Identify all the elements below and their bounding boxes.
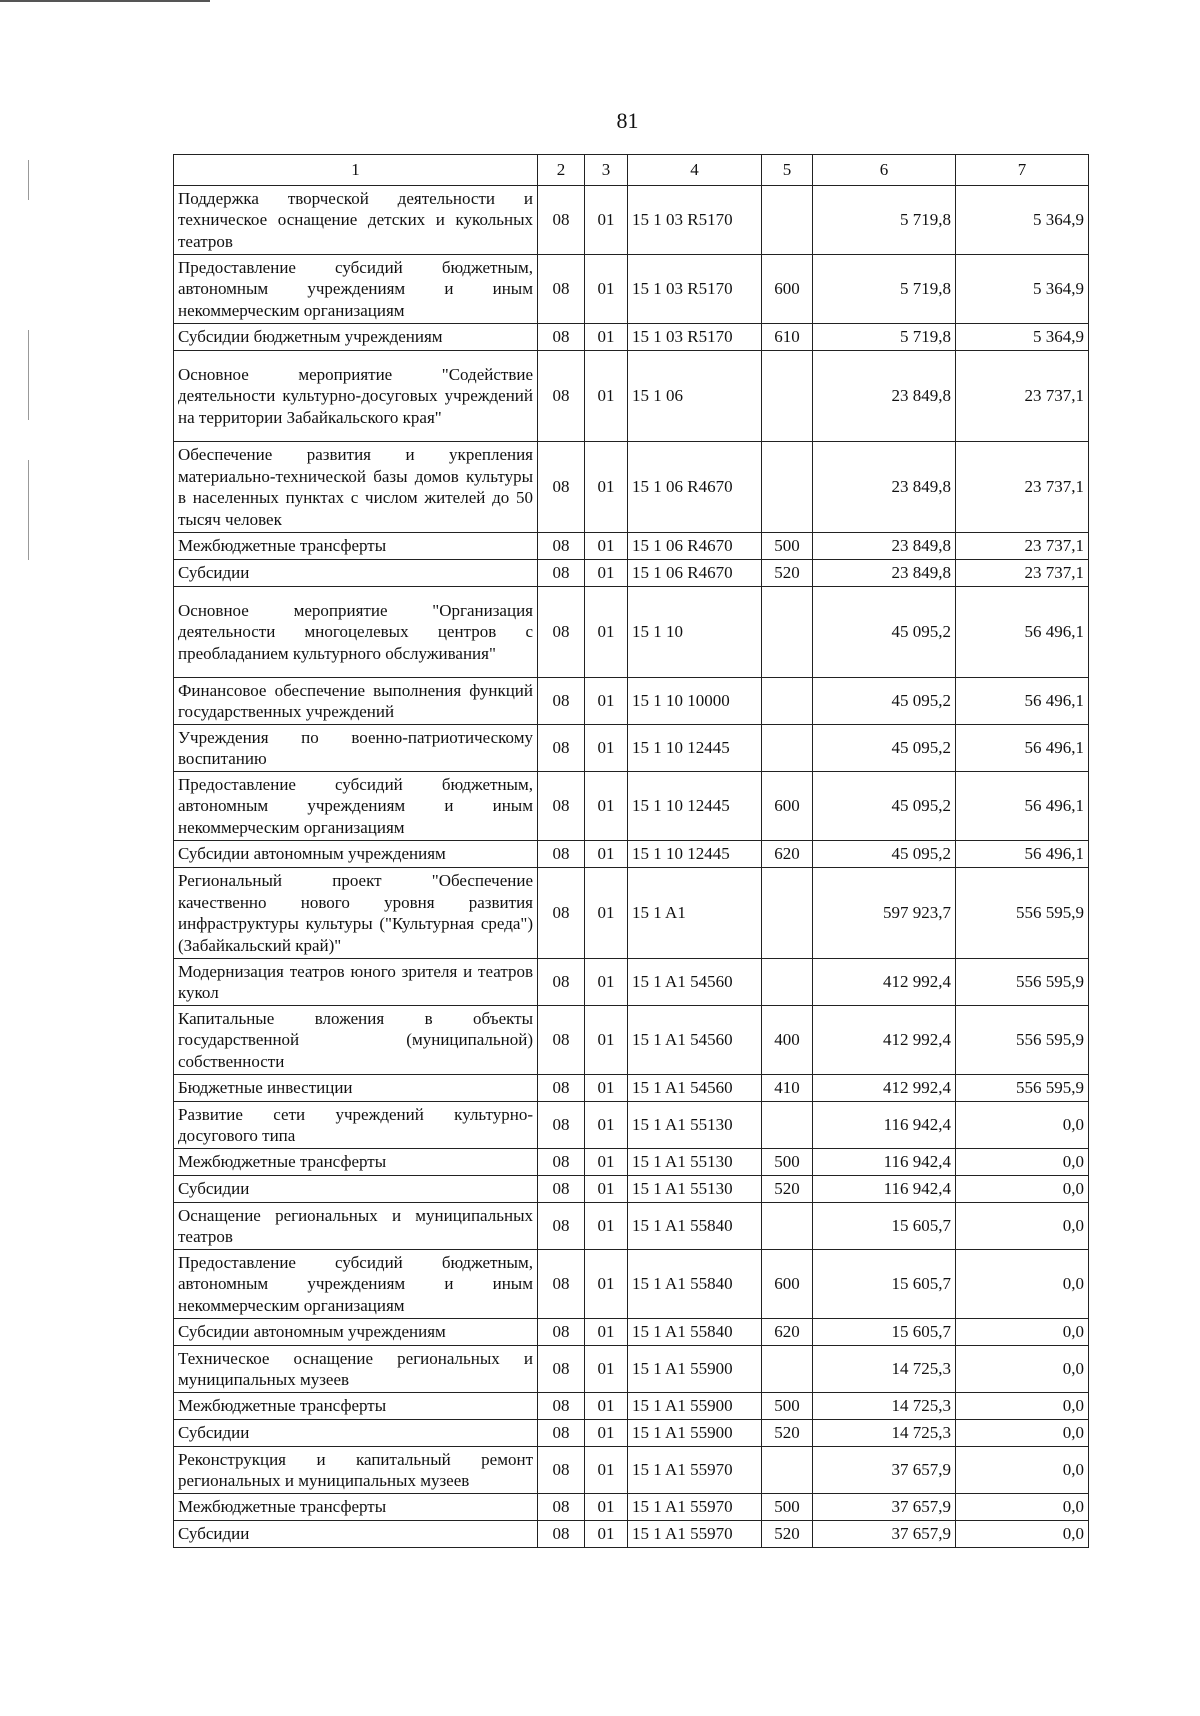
target-article-cell: 15 1 A1 55900 (628, 1393, 762, 1420)
section-cell: 08 (538, 351, 585, 442)
row-name-cell: Региональный проект "Обеспечение качественно нового уровня развития инфраструктуры культуры ("Культурная среда") (Забайкальский край)" (174, 868, 538, 959)
amount-year1-cell: 15 605,7 (813, 1319, 956, 1346)
subsection-cell: 01 (585, 186, 628, 255)
row-name-cell: Межбюджетные трансферты (174, 533, 538, 560)
table-row (174, 533, 1089, 560)
target-article-cell: 15 1 06 (628, 351, 762, 442)
table-row (174, 1346, 1089, 1393)
subsection-cell: 01 (585, 442, 628, 533)
section-cell: 08 (538, 533, 585, 560)
subsection-cell: 01 (585, 772, 628, 841)
amount-year1-cell: 23 849,8 (813, 351, 956, 442)
subsection-cell: 01 (585, 1250, 628, 1319)
target-article-cell: 15 1 03 R5170 (628, 186, 762, 255)
expense-type-cell: 400 (762, 1006, 813, 1075)
subsection-cell: 01 (585, 678, 628, 725)
section-cell: 08 (538, 1250, 585, 1319)
amount-year2-cell: 56 496,1 (956, 587, 1089, 678)
expense-type-cell: 410 (762, 1075, 813, 1102)
expense-type-cell: 500 (762, 1149, 813, 1176)
subsection-cell: 01 (585, 1176, 628, 1203)
target-article-cell: 15 1 A1 55840 (628, 1203, 762, 1250)
column-header: 7 (956, 155, 1089, 186)
amount-year2-cell: 56 496,1 (956, 725, 1089, 772)
table-row (174, 725, 1089, 772)
table-row (174, 255, 1089, 324)
table-row (174, 1075, 1089, 1102)
amount-year1-cell: 15 605,7 (813, 1203, 956, 1250)
amount-year1-cell: 14 725,3 (813, 1420, 956, 1447)
scan-margin-mark (28, 160, 29, 200)
expense-type-cell (762, 1203, 813, 1250)
amount-year2-cell: 56 496,1 (956, 772, 1089, 841)
amount-year2-cell: 56 496,1 (956, 841, 1089, 868)
expense-type-cell (762, 868, 813, 959)
section-cell: 08 (538, 772, 585, 841)
table-row (174, 1447, 1089, 1494)
table-row (174, 1250, 1089, 1319)
subsection-cell: 01 (585, 868, 628, 959)
amount-year2-cell: 0,0 (956, 1319, 1089, 1346)
amount-year1-cell: 5 719,8 (813, 186, 956, 255)
amount-year1-cell: 412 992,4 (813, 1006, 956, 1075)
section-cell: 08 (538, 1393, 585, 1420)
target-article-cell: 15 1 A1 55840 (628, 1250, 762, 1319)
section-cell: 08 (538, 1447, 585, 1494)
row-name-cell: Межбюджетные трансферты (174, 1393, 538, 1420)
target-article-cell: 15 1 A1 54560 (628, 1075, 762, 1102)
row-name-cell: Оснащение региональных и муниципальных театров (174, 1203, 538, 1250)
amount-year1-cell: 45 095,2 (813, 841, 956, 868)
table-row (174, 678, 1089, 725)
table-body (174, 186, 1089, 1548)
amount-year1-cell: 37 657,9 (813, 1494, 956, 1521)
subsection-cell: 01 (585, 725, 628, 772)
section-cell: 08 (538, 587, 585, 678)
column-header: 5 (762, 155, 813, 186)
column-header: 2 (538, 155, 585, 186)
amount-year1-cell: 23 849,8 (813, 560, 956, 587)
expense-type-cell: 600 (762, 772, 813, 841)
expense-type-cell (762, 725, 813, 772)
section-cell: 08 (538, 1102, 585, 1149)
section-cell: 08 (538, 324, 585, 351)
column-header: 4 (628, 155, 762, 186)
amount-year2-cell: 5 364,9 (956, 324, 1089, 351)
amount-year1-cell: 116 942,4 (813, 1102, 956, 1149)
table-row (174, 1319, 1089, 1346)
amount-year2-cell: 0,0 (956, 1203, 1089, 1250)
section-cell: 08 (538, 1494, 585, 1521)
expense-type-cell: 520 (762, 560, 813, 587)
expense-type-cell (762, 587, 813, 678)
amount-year2-cell: 0,0 (956, 1521, 1089, 1548)
expense-type-cell (762, 186, 813, 255)
target-article-cell: 15 1 A1 54560 (628, 1006, 762, 1075)
amount-year1-cell: 14 725,3 (813, 1393, 956, 1420)
amount-year2-cell: 5 364,9 (956, 186, 1089, 255)
table-row (174, 959, 1089, 1006)
row-name-cell: Капитальные вложения в объекты государственной (муниципальной) собственности (174, 1006, 538, 1075)
subsection-cell: 01 (585, 1006, 628, 1075)
expense-type-cell (762, 442, 813, 533)
column-header: 3 (585, 155, 628, 186)
row-name-cell: Субсидии (174, 1521, 538, 1548)
target-article-cell: 15 1 10 12445 (628, 772, 762, 841)
target-article-cell: 15 1 A1 54560 (628, 959, 762, 1006)
target-article-cell: 15 1 06 R4670 (628, 442, 762, 533)
expense-type-cell (762, 351, 813, 442)
row-name-cell: Поддержка творческой деятельности и техническое оснащение детских и кукольных театров (174, 186, 538, 255)
target-article-cell: 15 1 A1 55130 (628, 1102, 762, 1149)
expense-type-cell: 500 (762, 1393, 813, 1420)
page-number: 81 (616, 108, 639, 133)
table-row (174, 1521, 1089, 1548)
section-cell: 08 (538, 1420, 585, 1447)
row-name-cell: Учреждения по военно-патриотическому воспитанию (174, 725, 538, 772)
amount-year2-cell: 556 595,9 (956, 1006, 1089, 1075)
table-row (174, 1176, 1089, 1203)
expense-type-cell: 620 (762, 841, 813, 868)
amount-year1-cell: 116 942,4 (813, 1176, 956, 1203)
target-article-cell: 15 1 A1 55970 (628, 1521, 762, 1548)
expense-type-cell: 620 (762, 1319, 813, 1346)
subsection-cell: 01 (585, 1494, 628, 1521)
expense-type-cell: 600 (762, 1250, 813, 1319)
row-name-cell: Предоставление субсидий бюджетным, автономным учреждениям и иным некоммерческим организациям (174, 1250, 538, 1319)
amount-year1-cell: 597 923,7 (813, 868, 956, 959)
section-cell: 08 (538, 255, 585, 324)
table-row (174, 1102, 1089, 1149)
section-cell: 08 (538, 1149, 585, 1176)
section-cell: 08 (538, 959, 585, 1006)
section-cell: 08 (538, 1176, 585, 1203)
table-row (174, 560, 1089, 587)
amount-year2-cell: 556 595,9 (956, 868, 1089, 959)
row-name-cell: Субсидии (174, 560, 538, 587)
amount-year2-cell: 0,0 (956, 1420, 1089, 1447)
expense-type-cell (762, 1102, 813, 1149)
column-header: 1 (174, 155, 538, 186)
table-row (174, 1203, 1089, 1250)
subsection-cell: 01 (585, 1102, 628, 1149)
amount-year1-cell: 14 725,3 (813, 1346, 956, 1393)
amount-year2-cell: 0,0 (956, 1494, 1089, 1521)
section-cell: 08 (538, 1006, 585, 1075)
table-row (174, 1494, 1089, 1521)
amount-year2-cell: 556 595,9 (956, 959, 1089, 1006)
amount-year1-cell: 15 605,7 (813, 1250, 956, 1319)
amount-year2-cell: 0,0 (956, 1149, 1089, 1176)
subsection-cell: 01 (585, 587, 628, 678)
row-name-cell: Субсидии автономным учреждениям (174, 1319, 538, 1346)
expense-type-cell (762, 959, 813, 1006)
section-cell: 08 (538, 1319, 585, 1346)
subsection-cell: 01 (585, 1149, 628, 1176)
row-name-cell: Реконструкция и капитальный ремонт региональных и муниципальных музеев (174, 1447, 538, 1494)
table-row (174, 351, 1089, 442)
table-row (174, 324, 1089, 351)
table-row (174, 1149, 1089, 1176)
amount-year1-cell: 37 657,9 (813, 1447, 956, 1494)
section-cell: 08 (538, 868, 585, 959)
amount-year1-cell: 23 849,8 (813, 533, 956, 560)
expense-type-cell (762, 678, 813, 725)
expense-type-cell: 610 (762, 324, 813, 351)
target-article-cell: 15 1 03 R5170 (628, 324, 762, 351)
table-row (174, 442, 1089, 533)
subsection-cell: 01 (585, 1521, 628, 1548)
table-row (174, 1393, 1089, 1420)
subsection-cell: 01 (585, 1447, 628, 1494)
budget-table (173, 154, 1089, 1548)
subsection-cell: 01 (585, 533, 628, 560)
expense-type-cell (762, 1346, 813, 1393)
target-article-cell: 15 1 06 R4670 (628, 560, 762, 587)
subsection-cell: 01 (585, 1319, 628, 1346)
row-name-cell: Межбюджетные трансферты (174, 1494, 538, 1521)
amount-year1-cell: 412 992,4 (813, 959, 956, 1006)
target-article-cell: 15 1 10 10000 (628, 678, 762, 725)
amount-year2-cell: 23 737,1 (956, 442, 1089, 533)
amount-year1-cell: 45 095,2 (813, 678, 956, 725)
row-name-cell: Субсидии (174, 1420, 538, 1447)
section-cell: 08 (538, 1075, 585, 1102)
table-header-row (174, 155, 1089, 186)
subsection-cell: 01 (585, 351, 628, 442)
row-name-cell: Субсидии (174, 1176, 538, 1203)
target-article-cell: 15 1 10 12445 (628, 841, 762, 868)
table-row (174, 772, 1089, 841)
row-name-cell: Техническое оснащение региональных и муниципальных музеев (174, 1346, 538, 1393)
row-name-cell: Предоставление субсидий бюджетным, автономным учреждениям и иным некоммерческим организациям (174, 772, 538, 841)
table-row (174, 186, 1089, 255)
subsection-cell: 01 (585, 324, 628, 351)
row-name-cell: Предоставление субсидий бюджетным, автономным учреждениям и иным некоммерческим организациям (174, 255, 538, 324)
expense-type-cell (762, 1447, 813, 1494)
row-name-cell: Обеспечение развития и укрепления материально-технической базы домов культуры в населенных пунктах с числом жителей до 50 тысяч человек (174, 442, 538, 533)
amount-year1-cell: 23 849,8 (813, 442, 956, 533)
amount-year2-cell: 23 737,1 (956, 560, 1089, 587)
section-cell: 08 (538, 678, 585, 725)
table-row (174, 587, 1089, 678)
section-cell: 08 (538, 1346, 585, 1393)
amount-year1-cell: 37 657,9 (813, 1521, 956, 1548)
section-cell: 08 (538, 725, 585, 772)
row-name-cell: Основное мероприятие "Содействие деятельности культурно-досуговых учреждений на территории Забайкальского края" (174, 351, 538, 442)
row-name-cell: Бюджетные инвестиции (174, 1075, 538, 1102)
table-row (174, 841, 1089, 868)
row-name-cell: Модернизация театров юного зрителя и театров кукол (174, 959, 538, 1006)
expense-type-cell: 520 (762, 1521, 813, 1548)
amount-year2-cell: 23 737,1 (956, 351, 1089, 442)
amount-year1-cell: 45 095,2 (813, 725, 956, 772)
row-name-cell: Субсидии бюджетным учреждениям (174, 324, 538, 351)
subsection-cell: 01 (585, 1203, 628, 1250)
amount-year2-cell: 0,0 (956, 1346, 1089, 1393)
amount-year1-cell: 5 719,8 (813, 255, 956, 324)
amount-year2-cell: 0,0 (956, 1102, 1089, 1149)
target-article-cell: 15 1 A1 55130 (628, 1149, 762, 1176)
expense-type-cell: 520 (762, 1420, 813, 1447)
section-cell: 08 (538, 442, 585, 533)
table-row (174, 1006, 1089, 1075)
subsection-cell: 01 (585, 1346, 628, 1393)
amount-year2-cell: 0,0 (956, 1250, 1089, 1319)
amount-year1-cell: 116 942,4 (813, 1149, 956, 1176)
amount-year2-cell: 0,0 (956, 1176, 1089, 1203)
table-row (174, 1420, 1089, 1447)
column-header: 6 (813, 155, 956, 186)
row-name-cell: Субсидии автономным учреждениям (174, 841, 538, 868)
expense-type-cell: 600 (762, 255, 813, 324)
target-article-cell: 15 1 A1 55840 (628, 1319, 762, 1346)
section-cell: 08 (538, 841, 585, 868)
amount-year1-cell: 412 992,4 (813, 1075, 956, 1102)
amount-year2-cell: 56 496,1 (956, 678, 1089, 725)
target-article-cell: 15 1 03 R5170 (628, 255, 762, 324)
row-name-cell: Основное мероприятие "Организация деятельности многоцелевых центров с преобладанием культурного обслуживания" (174, 587, 538, 678)
row-name-cell: Финансовое обеспечение выполнения функций государственных учреждений (174, 678, 538, 725)
section-cell: 08 (538, 1521, 585, 1548)
table-row (174, 868, 1089, 959)
subsection-cell: 01 (585, 959, 628, 1006)
scan-margin-mark (28, 460, 29, 560)
amount-year1-cell: 5 719,8 (813, 324, 956, 351)
subsection-cell: 01 (585, 1393, 628, 1420)
row-name-cell: Межбюджетные трансферты (174, 1149, 538, 1176)
scan-margin-mark (28, 330, 29, 420)
expense-type-cell: 520 (762, 1176, 813, 1203)
subsection-cell: 01 (585, 560, 628, 587)
subsection-cell: 01 (585, 1420, 628, 1447)
section-cell: 08 (538, 186, 585, 255)
target-article-cell: 15 1 A1 55900 (628, 1420, 762, 1447)
amount-year1-cell: 45 095,2 (813, 772, 956, 841)
target-article-cell: 15 1 A1 (628, 868, 762, 959)
expense-type-cell: 500 (762, 533, 813, 560)
amount-year2-cell: 23 737,1 (956, 533, 1089, 560)
subsection-cell: 01 (585, 255, 628, 324)
target-article-cell: 15 1 06 R4670 (628, 533, 762, 560)
amount-year2-cell: 556 595,9 (956, 1075, 1089, 1102)
amount-year2-cell: 0,0 (956, 1447, 1089, 1494)
target-article-cell: 15 1 10 12445 (628, 725, 762, 772)
amount-year1-cell: 45 095,2 (813, 587, 956, 678)
subsection-cell: 01 (585, 1075, 628, 1102)
section-cell: 08 (538, 1203, 585, 1250)
target-article-cell: 15 1 A1 55130 (628, 1176, 762, 1203)
target-article-cell: 15 1 A1 55900 (628, 1346, 762, 1393)
target-article-cell: 15 1 A1 55970 (628, 1447, 762, 1494)
subsection-cell: 01 (585, 841, 628, 868)
target-article-cell: 15 1 A1 55970 (628, 1494, 762, 1521)
target-article-cell: 15 1 10 (628, 587, 762, 678)
amount-year2-cell: 5 364,9 (956, 255, 1089, 324)
scan-top-rule (0, 0, 210, 2)
amount-year2-cell: 0,0 (956, 1393, 1089, 1420)
section-cell: 08 (538, 560, 585, 587)
expense-type-cell: 500 (762, 1494, 813, 1521)
row-name-cell: Развитие сети учреждений культурно-досугового типа (174, 1102, 538, 1149)
